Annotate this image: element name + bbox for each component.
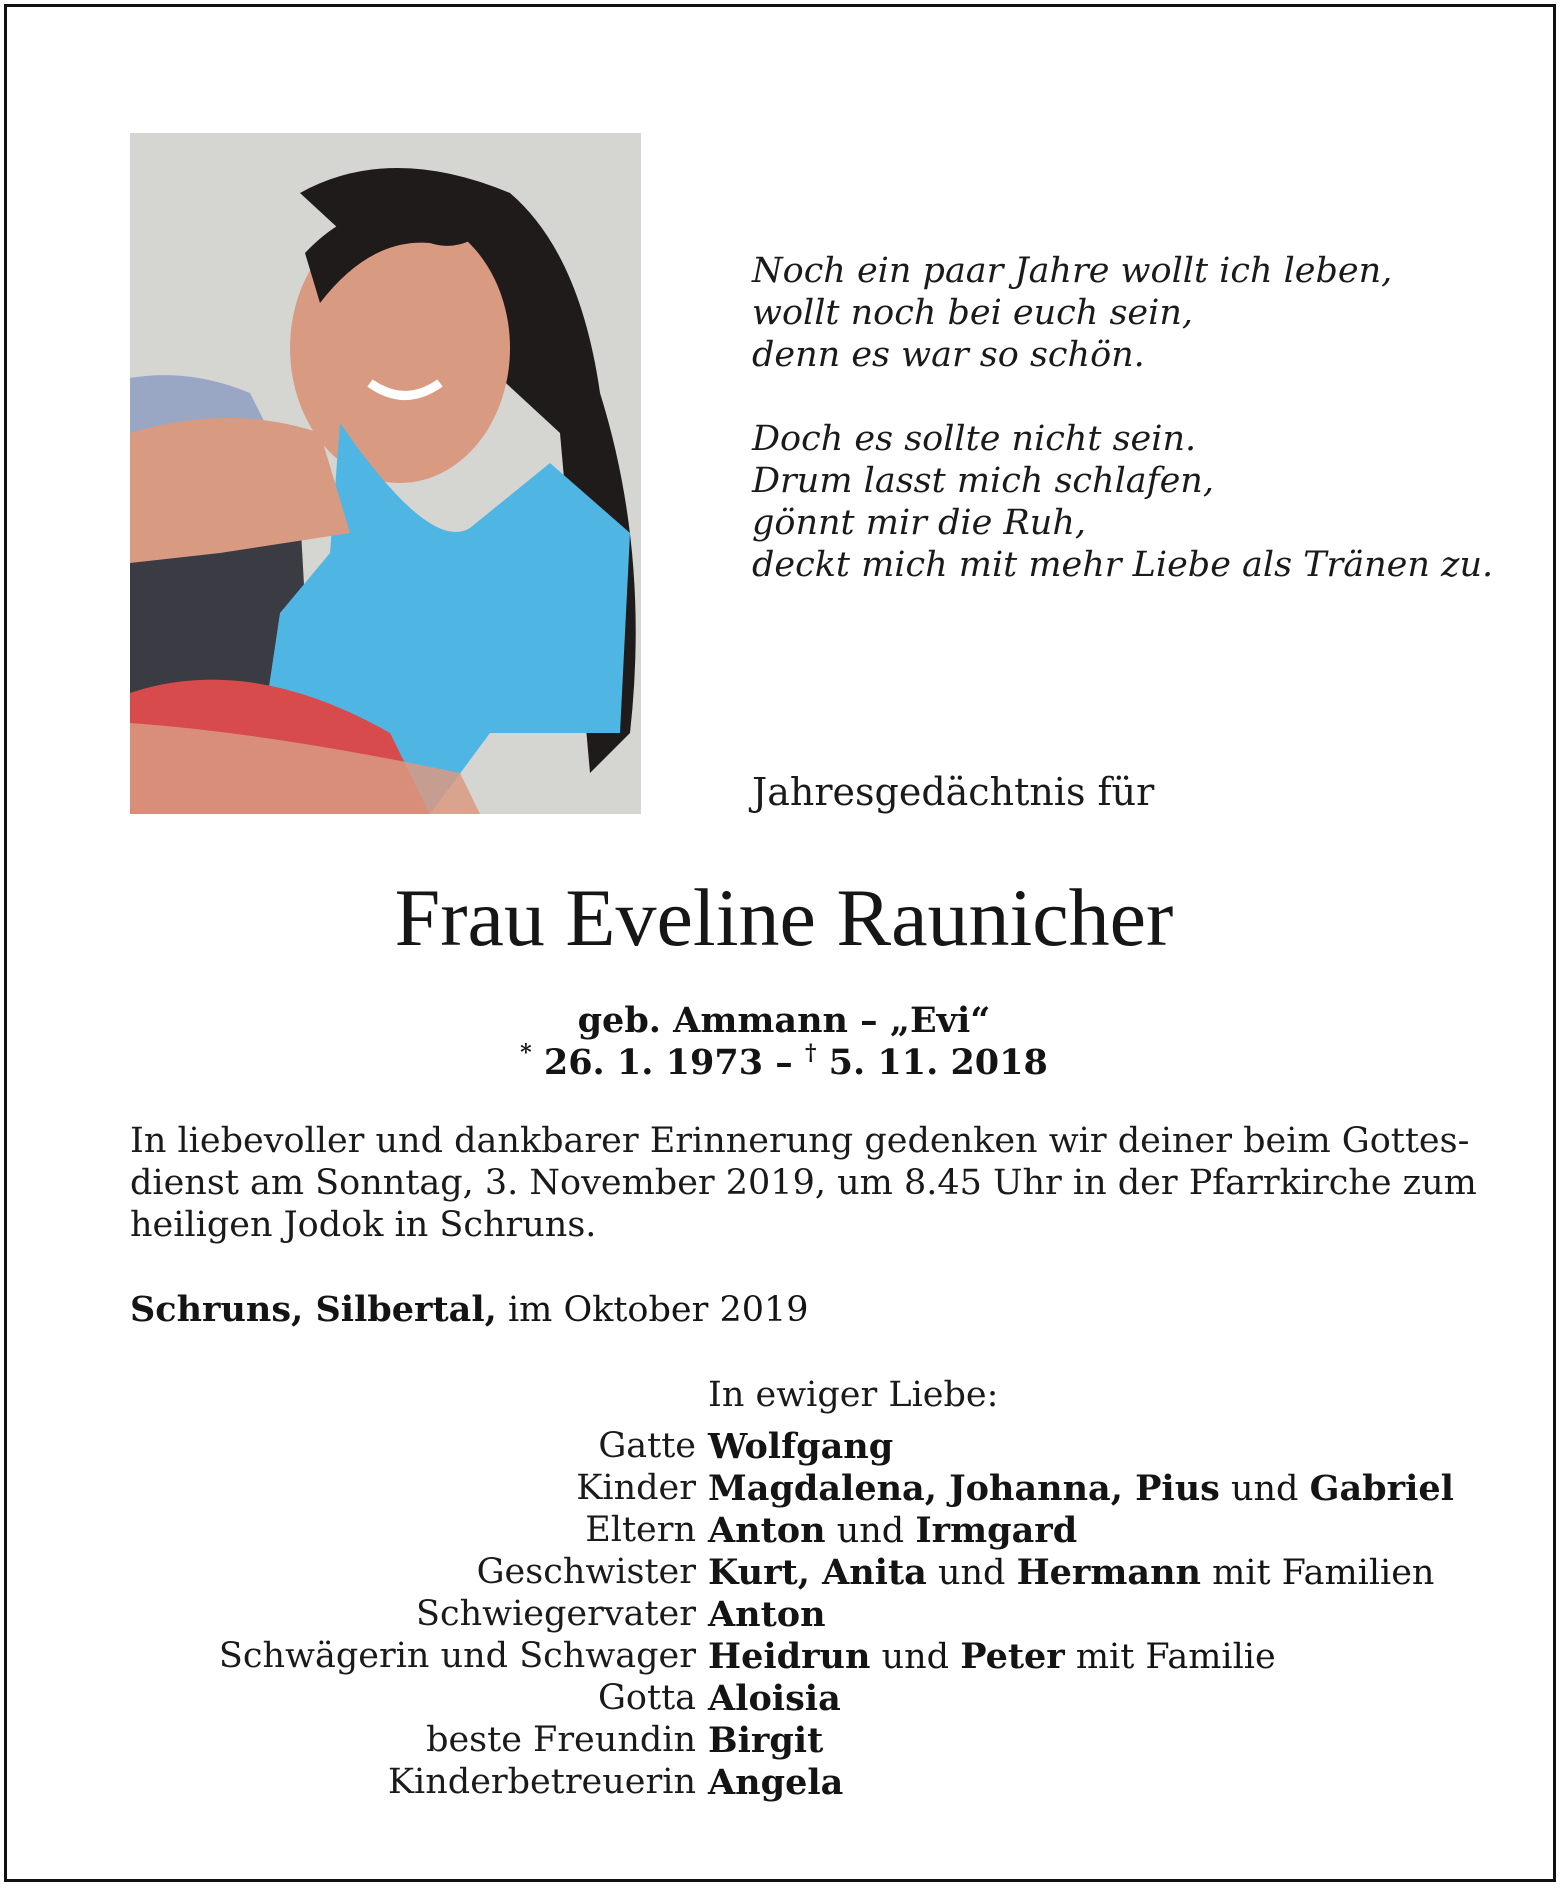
mourner-relation: Schwägerin und Schwager — [218, 1636, 696, 1676]
death-symbol: † — [804, 1040, 817, 1066]
mourner-relation: Kinder — [576, 1468, 696, 1508]
poem-line: deckt mich mit mehr Liebe als Tränen zu. — [752, 545, 1494, 585]
mourner-names — [708, 1678, 841, 1719]
date-text: im Oktober 2019 — [496, 1290, 809, 1330]
mourner-name: Magdalena, Johanna, Pius — [708, 1468, 1220, 1509]
mourner-connector: und — [1219, 1469, 1310, 1509]
poem-line: denn es war so schön. — [752, 335, 1145, 375]
memorial-text-line: In liebevoller und dankbarer Erinnerung gedenken wir deiner beim Gottes- — [130, 1121, 1470, 1161]
mourner-name: Aloisia — [708, 1678, 841, 1719]
mourner-name: Hermann — [1016, 1552, 1201, 1593]
mourner-name: Birgit — [708, 1720, 824, 1761]
birth-symbol: * — [520, 1040, 532, 1066]
memorial-text — [130, 1120, 1477, 1246]
poem-stanza — [752, 250, 1512, 376]
mourner-row — [0, 1468, 1568, 1510]
poem-line: Doch es sollte nicht sein. — [752, 419, 1197, 459]
mourner-row — [0, 1510, 1568, 1552]
mourner-names — [708, 1594, 826, 1635]
mourner-name: Gabriel — [1309, 1468, 1454, 1509]
memorial-text-line: heiligen Jodok in Schruns. — [130, 1205, 597, 1245]
poem-line: gönnt mir die Ruh, — [752, 503, 1086, 543]
mourner-relation: Kinderbetreuerin — [387, 1762, 696, 1802]
portrait-photo — [130, 133, 641, 814]
mourner-names — [708, 1720, 823, 1761]
life-dates — [0, 1040, 1568, 1083]
poem-line: Noch ein paar Jahre wollt ich leben, — [752, 251, 1393, 291]
mourner-relation: Gotta — [597, 1678, 696, 1718]
mourner-names — [708, 1426, 893, 1467]
mourner-row — [0, 1762, 1568, 1804]
place-names: Schruns, Silbertal, — [130, 1289, 497, 1330]
poem-stanza — [752, 418, 1512, 586]
mourner-name: Irmgard — [915, 1510, 1078, 1551]
mourner-names — [708, 1762, 843, 1803]
mourner-names — [708, 1636, 1276, 1677]
birth-date: 26. 1. 1973 — [543, 1042, 764, 1083]
poem — [752, 250, 1512, 628]
poem-line: Drum lasst mich schlafen, — [752, 461, 1214, 501]
mourner-row — [0, 1426, 1568, 1468]
mourner-names — [708, 1552, 1434, 1593]
mourner-row — [0, 1678, 1568, 1720]
mourner-connector: mit Familien — [1200, 1553, 1435, 1593]
memorial-text-line: dienst am Sonntag, 3. November 2019, um 8.45 Uhr in der Pfarrkirche zum — [130, 1163, 1477, 1203]
mourner-name: Wolfgang — [708, 1426, 894, 1467]
mourner-relation: Eltern — [585, 1510, 696, 1550]
poem-line: wollt noch bei euch sein, — [752, 293, 1193, 333]
mourner-connector: und — [926, 1553, 1017, 1593]
death-date: 5. 11. 2018 — [828, 1042, 1048, 1083]
mourners-title: In ewiger Liebe: — [708, 1375, 999, 1415]
mourner-row — [0, 1594, 1568, 1636]
mourner-row — [0, 1720, 1568, 1762]
mourner-row — [0, 1552, 1568, 1594]
mourner-name: Anton — [708, 1510, 826, 1551]
mourner-relation: Gatte — [598, 1426, 696, 1466]
mourner-row — [0, 1636, 1568, 1678]
maiden-name: geb. Ammann – „Evi“ — [577, 1000, 991, 1041]
mourner-relation: Geschwister — [476, 1552, 696, 1592]
mourner-name: Angela — [708, 1762, 844, 1803]
memorial-intro: Jahresgedächtnis für — [752, 770, 1155, 814]
mourner-name: Anton — [708, 1594, 826, 1635]
mourner-connector: und — [870, 1637, 961, 1677]
mourner-names — [708, 1510, 1077, 1551]
deceased-name: Frau Eveline Raunicher — [394, 872, 1174, 963]
date-separator: – — [775, 1042, 793, 1083]
mourner-connector: mit Familie — [1064, 1637, 1276, 1677]
mourner-names — [708, 1468, 1454, 1509]
mourner-name: Heidrun — [708, 1636, 871, 1677]
mourner-connector: und — [825, 1511, 916, 1551]
mourner-name: Kurt, Anita — [708, 1552, 927, 1593]
mourner-relation: Schwiegervater — [416, 1594, 696, 1634]
mourner-relation: beste Freundin — [426, 1720, 696, 1760]
portrait-photo-icon — [130, 133, 641, 814]
mourner-name: Peter — [960, 1636, 1065, 1677]
place-and-date — [130, 1289, 809, 1330]
